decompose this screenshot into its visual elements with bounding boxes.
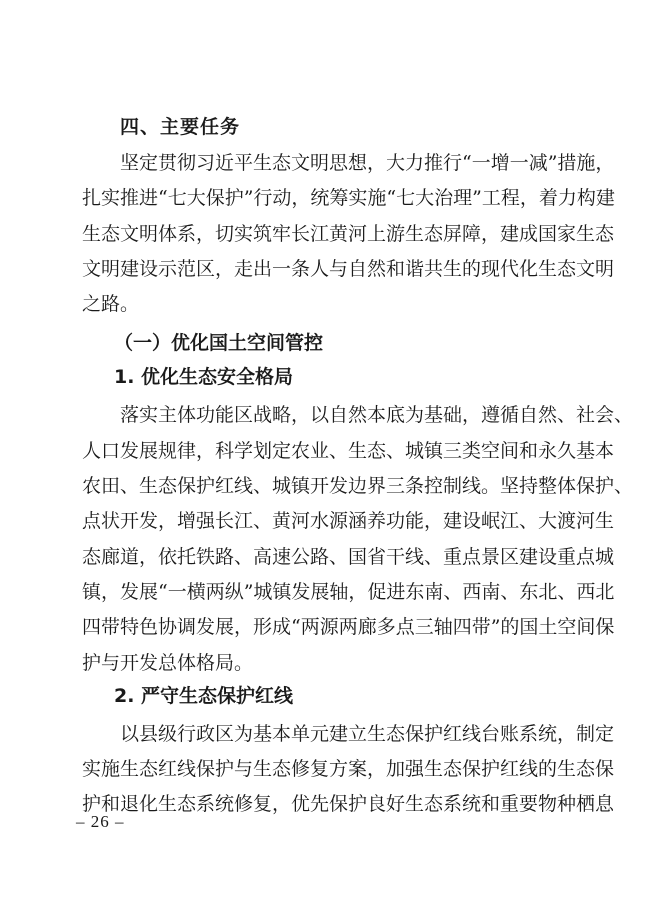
text-line: 文明建设示范区，走出一条人与自然和谐共生的现代化生态文明 [82, 257, 615, 280]
intro-paragraph [82, 146, 615, 322]
item2-paragraph [82, 717, 615, 823]
item1-paragraph [82, 398, 634, 680]
text-line: 态廊道，依托铁路、高速公路、国省干线、重点景区建设重点城 [82, 545, 615, 568]
text-line: 点状开发，增强长江、黄河水源涵养功能，建设岷江、大渡河生 [82, 510, 615, 533]
text-line: 护与开发总体格局。 [82, 651, 254, 674]
text-line: 扎实推进“七大保护”行动，统筹实施“七大治理”工程，着力构建 [82, 187, 615, 210]
subsection-heading: （一）优化国土空间管控 [114, 332, 324, 355]
text-line: 以县级行政区为基本单元建立生态保护红线台账系统，制定 [120, 722, 615, 745]
page-number: – 26 – [76, 812, 125, 831]
item-heading-2: 2. 严守生态保护红线 [114, 684, 294, 707]
item-heading-1: 1. 优化生态安全格局 [114, 366, 294, 389]
text-line: 坚定贯彻习近平生态文明思想，大力推行“一增一减”措施， [120, 152, 615, 174]
text-line: 人口发展规律，科学划定农业、生态、城镇三类空间和永久基本 [82, 439, 615, 462]
section-heading: 四、主要任务 [120, 116, 241, 138]
text-line: 护和退化生态系统修复，优先保护良好生态系统和重要物种栖息 [82, 793, 615, 816]
text-line: 农田、生态保护红线、城镇开发边界三条控制线。坚持整体保护、 [82, 475, 634, 498]
text-line: 镇，发展“一横两纵”城镇发展轴，促进东南、西南、东北、西北 [82, 580, 615, 603]
text-line: 实施生态红线保护与生态修复方案，加强生态保护红线的生态保 [82, 758, 615, 781]
text-line: 生态文明体系，切实筑牢长江黄河上游生态屏障，建成国家生态 [82, 222, 615, 245]
text-line: 落实主体功能区战略，以自然本底为基础，遵循自然、社会、 [120, 404, 634, 427]
document-page [82, 116, 634, 827]
text-line: 四带特色协调发展，形成“两源两廊多点三轴四带”的国土空间保 [82, 616, 615, 639]
text-line: 之路。 [82, 293, 140, 316]
